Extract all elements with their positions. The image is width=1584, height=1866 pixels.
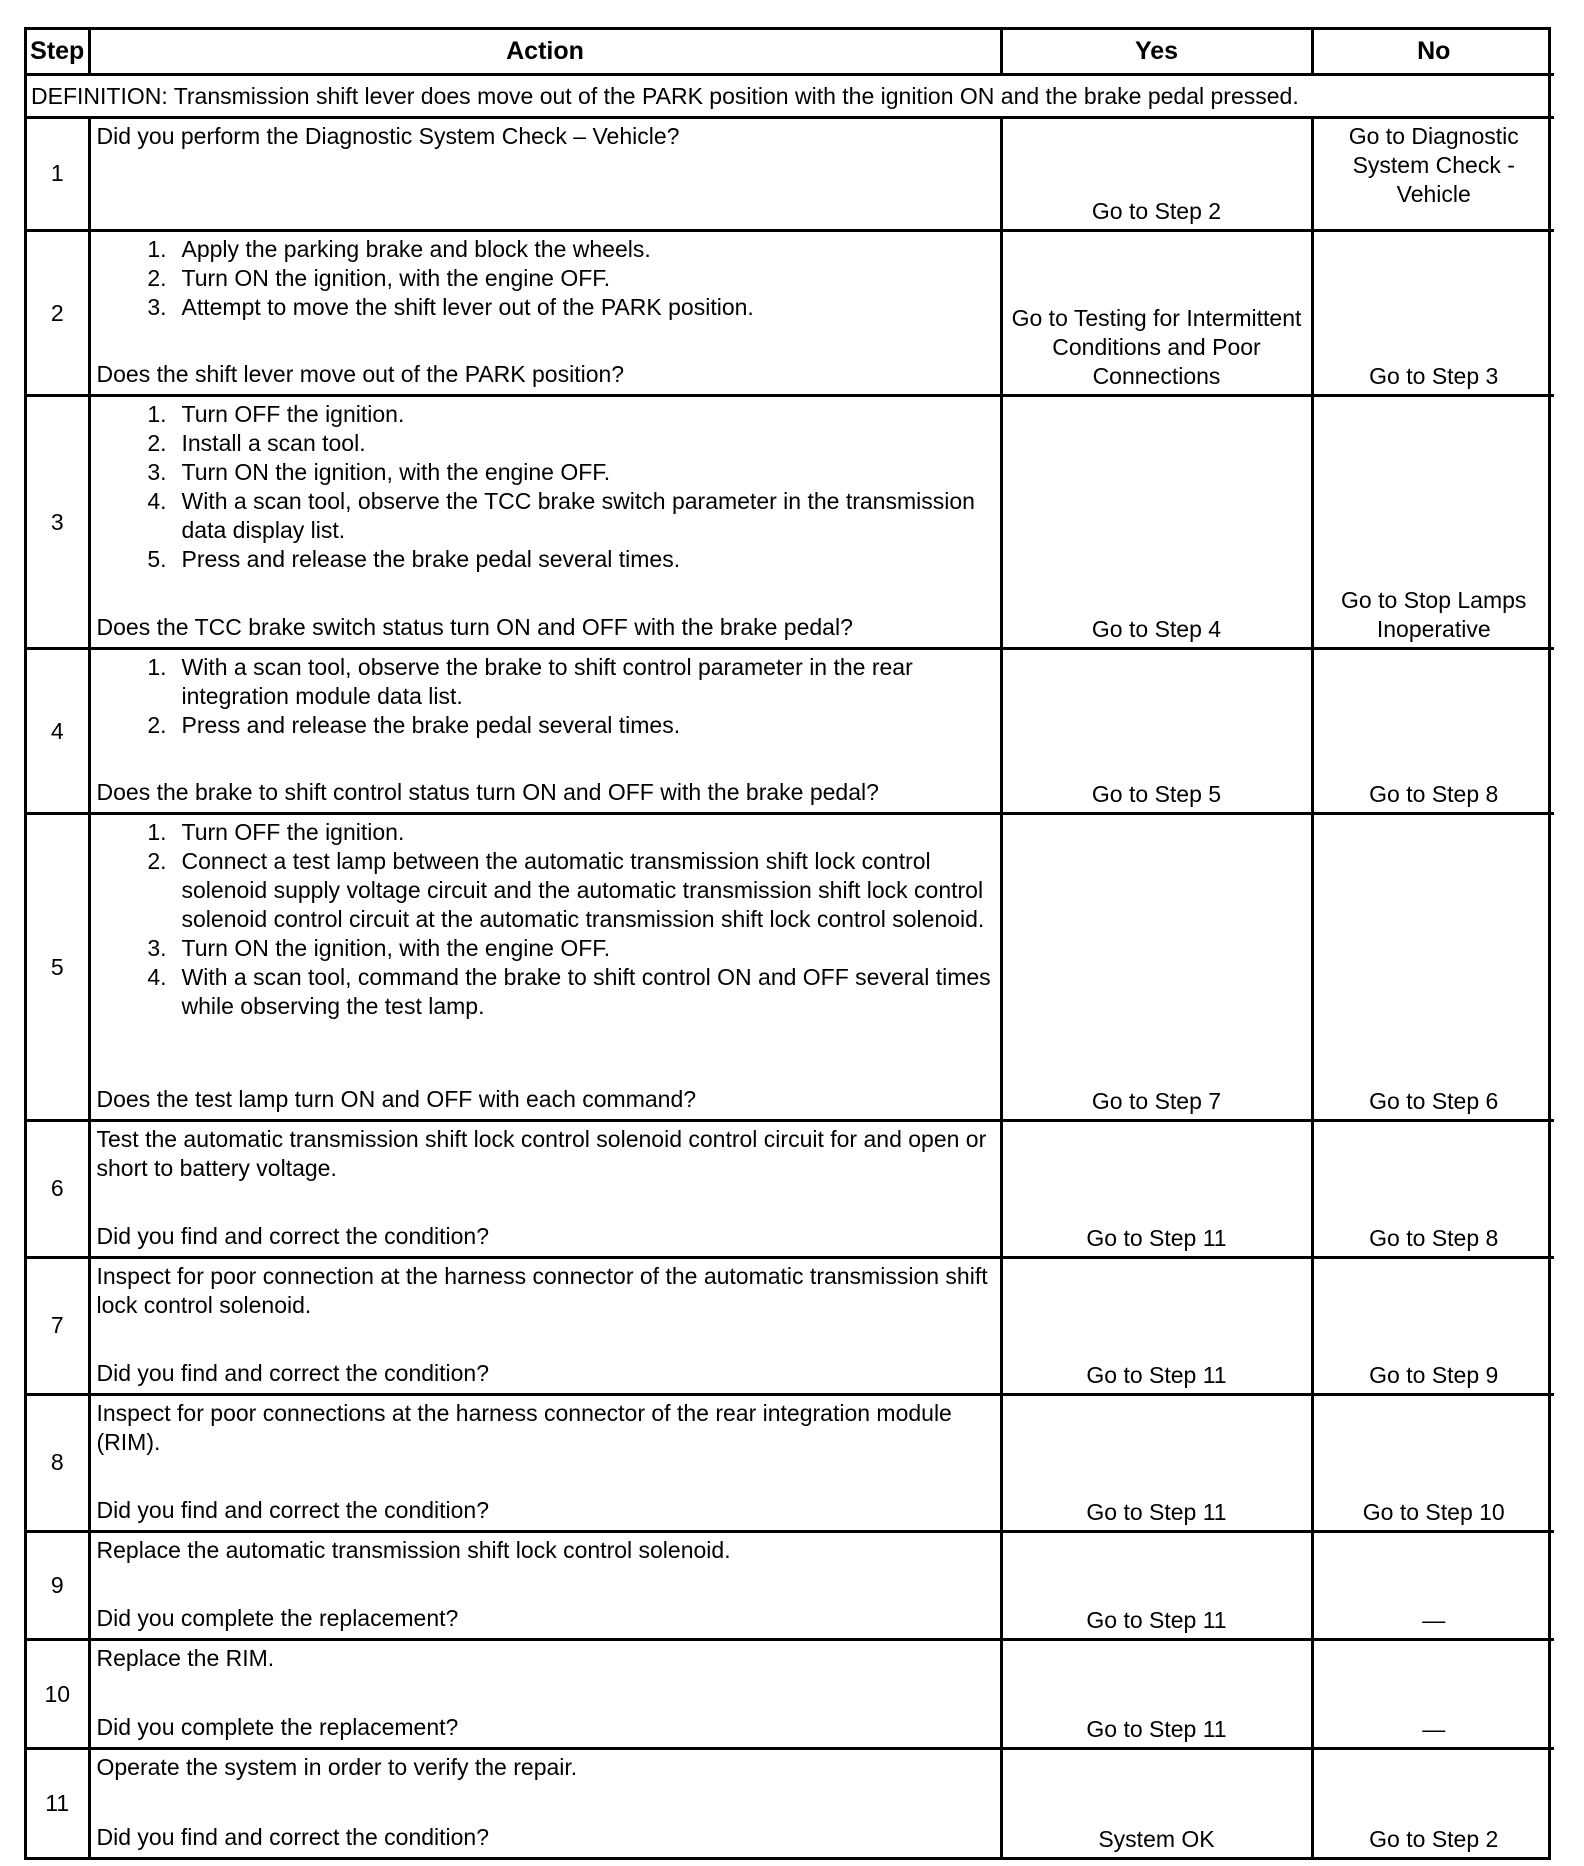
step-row xyxy=(27,117,1554,230)
substep-number: 2. xyxy=(147,265,167,292)
action-intro: Did you perform the Diagnostic System Check – Vehicle? xyxy=(96,122,680,149)
substep-text: Install a scan tool. xyxy=(181,430,366,457)
step-number: 6 xyxy=(27,1120,89,1257)
no-outcome: Go to Step 3 xyxy=(1312,231,1554,396)
step-row xyxy=(27,1531,1554,1640)
step-row xyxy=(27,1120,1554,1257)
yes-outcome: Go to Step 4 xyxy=(1001,396,1312,649)
yes-outcome: Go to Step 11 xyxy=(1001,1531,1312,1640)
no-outcome: — xyxy=(1312,1640,1554,1749)
substep-number: 4. xyxy=(147,488,167,515)
action-question: Did you complete the replacement? xyxy=(96,1605,459,1632)
substep-text: Press and release the brake pedal several times. xyxy=(181,711,681,738)
substep-item xyxy=(97,711,994,740)
substep-text: Turn ON the ignition, with the engine OFF. xyxy=(181,459,611,486)
substep-text: Turn ON the ignition, with the engine OFF. xyxy=(181,935,611,962)
action-question: Does the TCC brake switch status turn ON and OFF with the brake pedal? xyxy=(96,613,853,640)
step-number: 11 xyxy=(27,1748,89,1857)
yes-outcome: Go to Step 2 xyxy=(1001,117,1312,230)
no-outcome: Go to Step 8 xyxy=(1312,648,1554,813)
yes-outcome: Go to Testing for Intermittent Conditions and Poor Connections xyxy=(1001,231,1312,396)
step-action xyxy=(89,1394,1001,1531)
step-number: 8 xyxy=(27,1394,89,1531)
step-number: 1 xyxy=(27,117,89,230)
no-outcome: Go to Step 10 xyxy=(1312,1394,1554,1531)
no-outcome: Go to Step 9 xyxy=(1312,1257,1554,1394)
action-question: Did you find and correct the condition? xyxy=(96,1359,490,1386)
substep-text: Turn OFF the ignition. xyxy=(181,401,405,428)
action-question: Did you complete the replacement? xyxy=(96,1713,459,1740)
substep-item xyxy=(97,235,994,264)
substep-number: 1. xyxy=(147,819,167,846)
diagnostic-steps-table xyxy=(27,30,1554,1857)
substep-number: 3. xyxy=(147,935,167,962)
substep-list xyxy=(97,818,994,1021)
substep-list xyxy=(97,400,994,574)
yes-outcome: Go to Step 7 xyxy=(1001,814,1312,1121)
substep-item xyxy=(97,293,994,322)
substep-item xyxy=(97,653,994,711)
definition-row xyxy=(27,75,1554,117)
substep-item xyxy=(97,934,994,963)
step-action xyxy=(89,117,1001,230)
step-row xyxy=(27,1640,1554,1749)
action-question: Did you find and correct the condition? xyxy=(96,1496,490,1523)
substep-number: 1. xyxy=(147,236,167,263)
substep-item xyxy=(97,264,994,293)
substep-item xyxy=(97,429,994,458)
substep-number: 2. xyxy=(147,711,167,738)
step-action xyxy=(89,648,1001,813)
step-number: 5 xyxy=(27,814,89,1121)
action-question: Does the brake to shift control status turn ON and OFF with the brake pedal? xyxy=(96,779,879,806)
step-row xyxy=(27,396,1554,649)
no-outcome: — xyxy=(1312,1531,1554,1640)
step-number: 9 xyxy=(27,1531,89,1640)
step-row xyxy=(27,1257,1554,1394)
action-intro: Replace the RIM. xyxy=(96,1645,275,1672)
step-action xyxy=(89,231,1001,396)
step-number: 2 xyxy=(27,231,89,396)
substep-number: 1. xyxy=(147,653,167,680)
header-action: Action xyxy=(89,30,1001,75)
step-action xyxy=(89,814,1001,1121)
substep-number: 3. xyxy=(147,294,167,321)
substep-item xyxy=(97,545,994,574)
action-question: Did you find and correct the condition? xyxy=(96,1824,490,1850)
substep-text: With a scan tool, observe the brake to shift control parameter in the rear integration module data list. xyxy=(181,653,913,709)
substep-number: 1. xyxy=(147,401,167,428)
substep-item xyxy=(97,400,994,429)
substep-item xyxy=(97,487,994,545)
action-intro: Test the automatic transmission shift lock control solenoid control circuit for and open or short to battery voltage. xyxy=(96,1125,987,1181)
substep-item xyxy=(97,963,994,1021)
definition-text: DEFINITION: Transmission shift lever does move out of the PARK position with the ignition ON and the brake pedal pressed. xyxy=(27,75,1554,117)
step-row xyxy=(27,814,1554,1121)
step-action xyxy=(89,396,1001,649)
no-outcome: Go to Diagnostic System Check - Vehicle xyxy=(1312,117,1554,230)
step-action xyxy=(89,1748,1001,1857)
substep-item xyxy=(97,458,994,487)
substep-text: With a scan tool, observe the TCC brake switch parameter in the transmission data display list. xyxy=(181,488,975,544)
no-outcome: Go to Step 2 xyxy=(1312,1748,1554,1857)
substep-list xyxy=(97,653,994,740)
step-row xyxy=(27,1748,1554,1857)
step-action xyxy=(89,1640,1001,1749)
step-row xyxy=(27,648,1554,813)
action-question: Did you find and correct the condition? xyxy=(96,1222,490,1249)
substep-text: Connect a test lamp between the automatic transmission shift lock control solenoid supply voltage circuit and the automatic transmission shift lock control solenoid control circuit at the automatic transmission shift lock control solenoid. xyxy=(181,848,985,933)
action-question: Does the shift lever move out of the PARK position? xyxy=(96,361,625,388)
substep-number: 5. xyxy=(147,546,167,573)
substep-text: With a scan tool, command the brake to shift control ON and OFF several times while observing the test lamp. xyxy=(181,964,991,1020)
step-row xyxy=(27,1394,1554,1531)
no-outcome: Go to Step 6 xyxy=(1312,814,1554,1121)
diagnostic-table xyxy=(24,27,1551,1860)
header-no: No xyxy=(1312,30,1554,75)
step-number: 7 xyxy=(27,1257,89,1394)
substep-number: 2. xyxy=(147,848,167,875)
action-intro: Inspect for poor connections at the harness connector of the rear integration module (RIM). xyxy=(96,1399,952,1455)
step-number: 10 xyxy=(27,1640,89,1749)
action-intro: Inspect for poor connection at the harness connector of the automatic transmission shift lock control solenoid. xyxy=(96,1262,988,1318)
no-outcome: Go to Stop Lamps Inoperative xyxy=(1312,396,1554,649)
yes-outcome: System OK xyxy=(1001,1748,1312,1857)
substep-text: Apply the parking brake and block the wheels. xyxy=(181,236,651,263)
substep-text: Turn ON the ignition, with the engine OFF. xyxy=(181,265,611,292)
header-row xyxy=(27,30,1554,75)
yes-outcome: Go to Step 11 xyxy=(1001,1394,1312,1531)
yes-outcome: Go to Step 5 xyxy=(1001,648,1312,813)
substep-list xyxy=(97,235,994,322)
substep-number: 4. xyxy=(147,964,167,991)
step-row xyxy=(27,231,1554,396)
yes-outcome: Go to Step 11 xyxy=(1001,1120,1312,1257)
step-action xyxy=(89,1257,1001,1394)
step-number: 3 xyxy=(27,396,89,649)
action-question: Does the test lamp turn ON and OFF with each command? xyxy=(96,1085,697,1112)
substep-text: Attempt to move the shift lever out of the PARK position. xyxy=(181,294,754,321)
yes-outcome: Go to Step 11 xyxy=(1001,1640,1312,1749)
substep-number: 3. xyxy=(147,459,167,486)
substep-number: 2. xyxy=(147,430,167,457)
no-outcome: Go to Step 8 xyxy=(1312,1120,1554,1257)
action-intro: Operate the system in order to verify the repair. xyxy=(96,1753,578,1780)
step-action xyxy=(89,1120,1001,1257)
step-number: 4 xyxy=(27,648,89,813)
substep-text: Turn OFF the ignition. xyxy=(181,819,405,846)
substep-item xyxy=(97,818,994,847)
substep-item xyxy=(97,847,994,934)
action-intro: Replace the automatic transmission shift lock control solenoid. xyxy=(96,1536,731,1563)
yes-outcome: Go to Step 11 xyxy=(1001,1257,1312,1394)
header-yes: Yes xyxy=(1001,30,1312,75)
step-action xyxy=(89,1531,1001,1640)
substep-text: Press and release the brake pedal several times. xyxy=(181,546,681,573)
header-step: Step xyxy=(27,30,89,75)
